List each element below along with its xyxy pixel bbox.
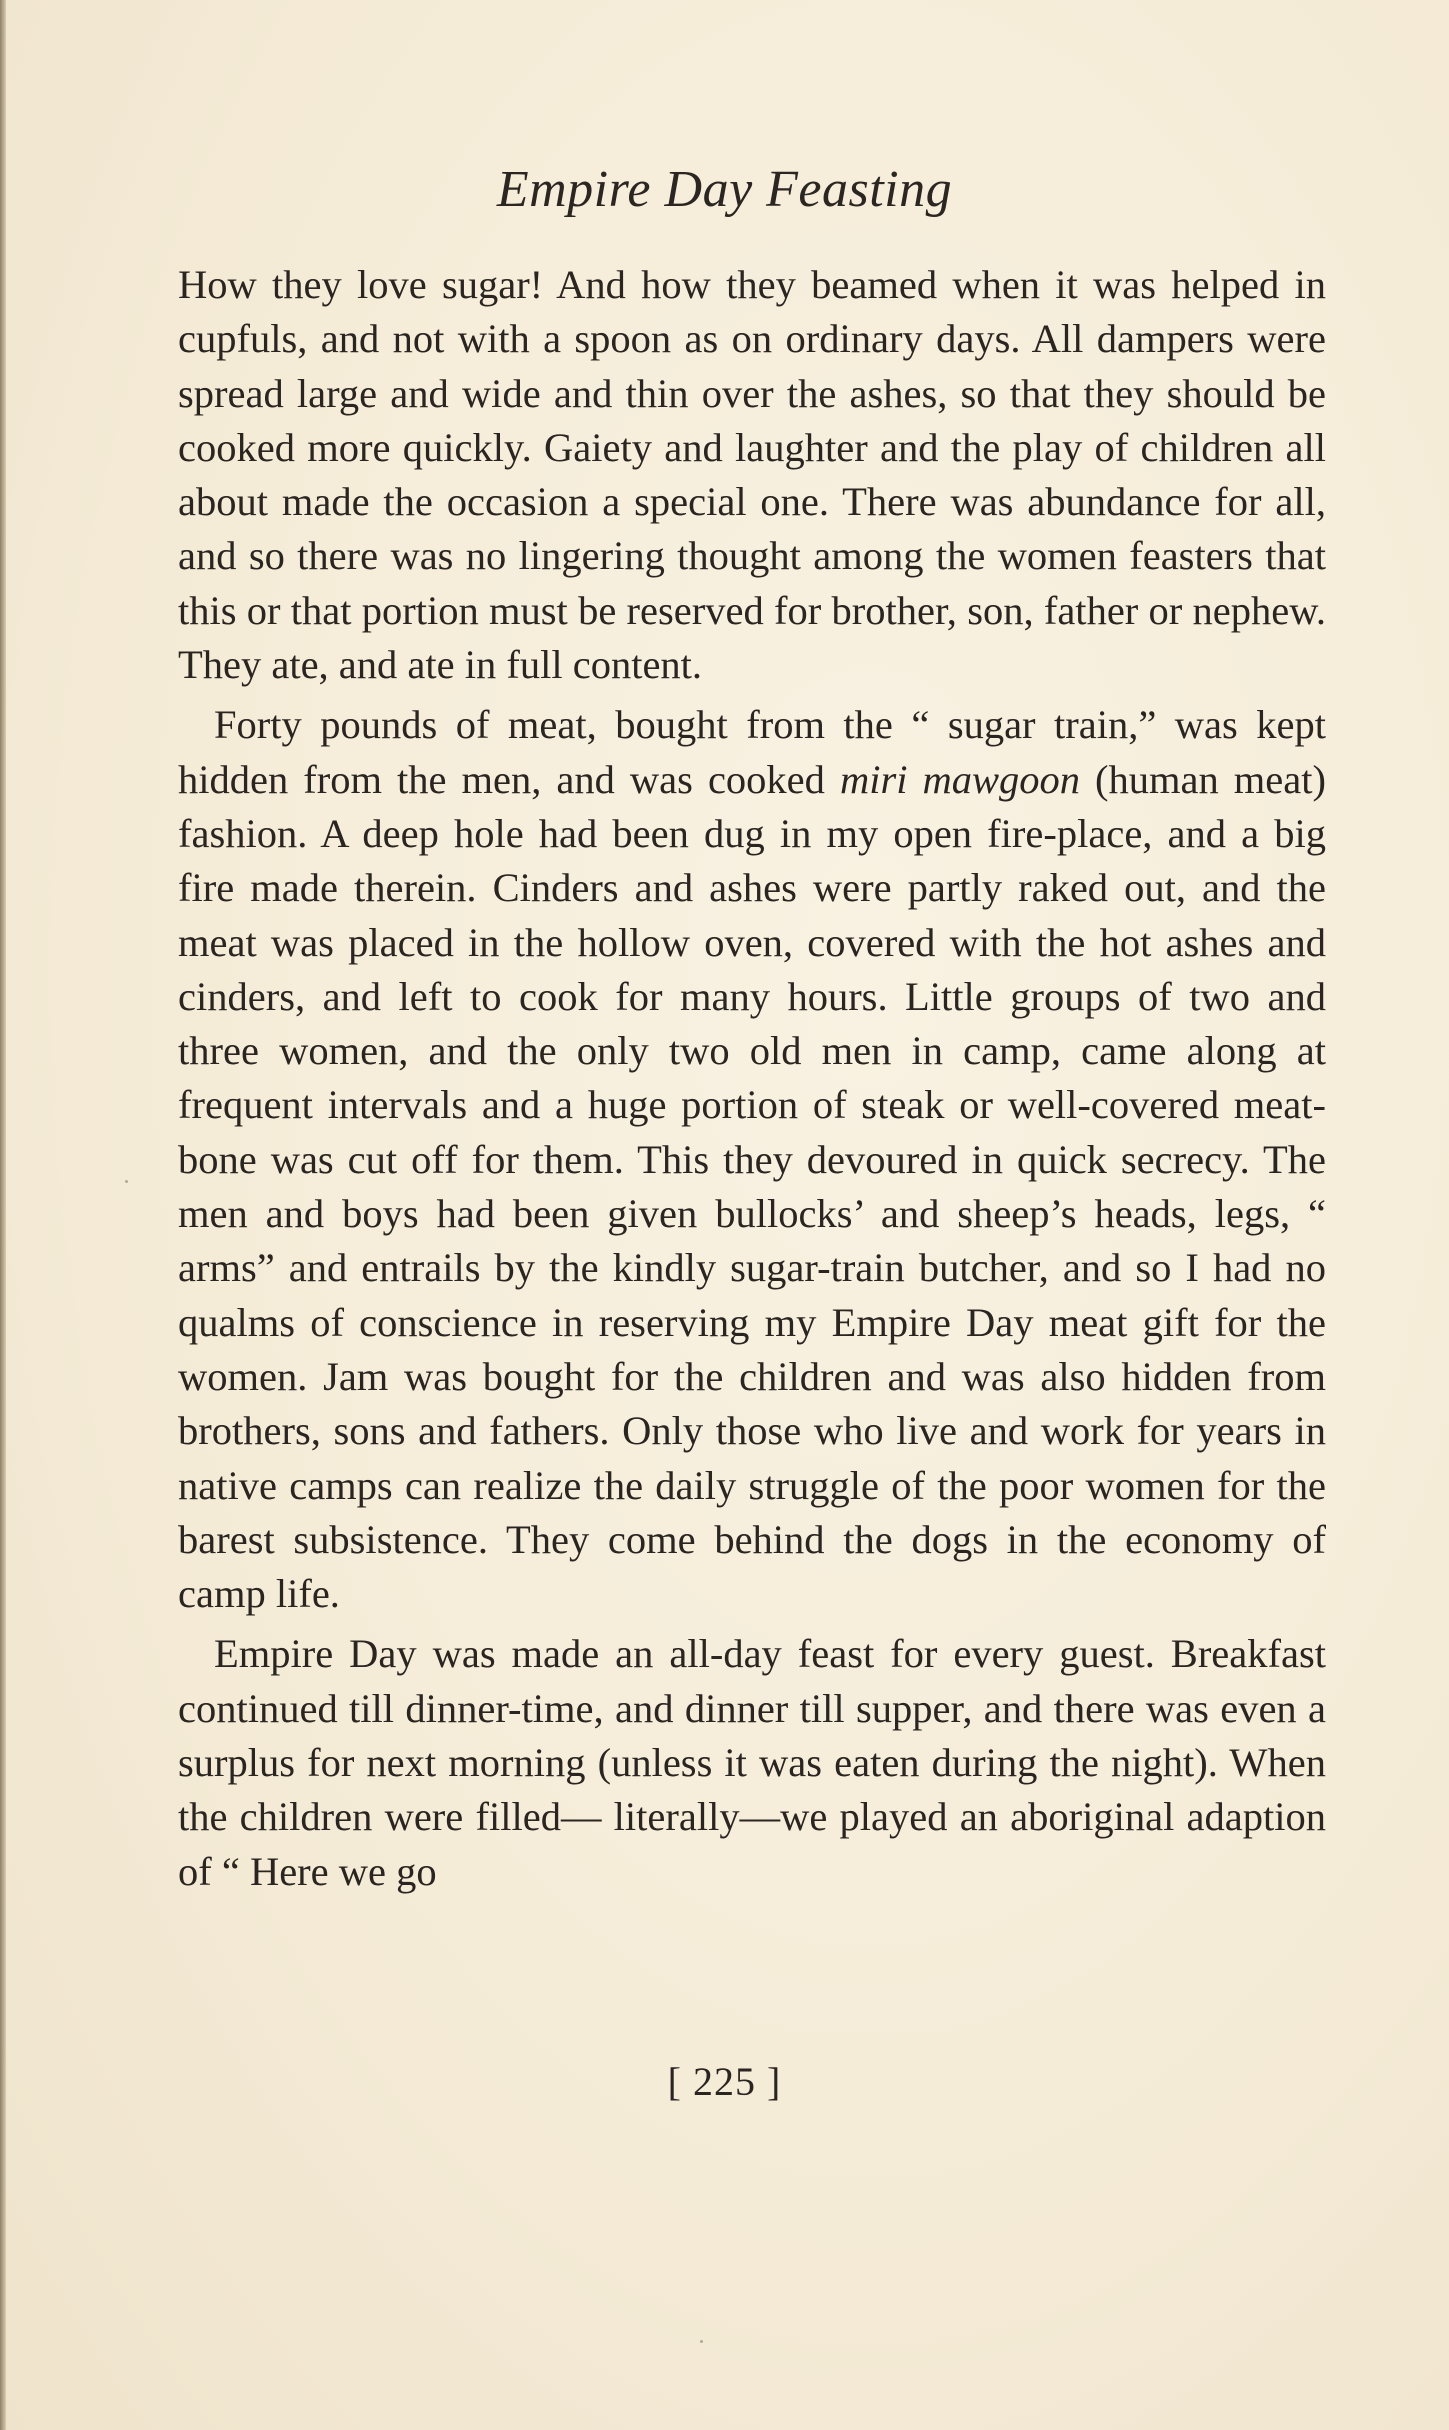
- paragraph-3: [178, 1627, 1326, 1898]
- paragraph-2-text-b: (human meat) fashion. A deep hole had been dug in my open fire-place, and a big fire made therein. Cinders and ashes were partly raked out, and the meat was placed in the hollow oven, covered with the hot ashes and cinders, and left to cook for many hours. Little groups of two and three women, and the only two old men in camp, came along at frequent intervals and a huge portion of steak or well-covered meat-bone was cut off for them. This they devoured in quick secrecy. The men and boys had been given bullocks’ and sheep’s heads, legs, “ arms” and entrails by the kindly sugar-train butcher, and so I had no qualms of conscience in reserving my Empire Day meat gift for the women. Jam was bought for the children and was also hidden from brothers, sons and fathers. Only those who live and work for years in native camps can realize the daily struggle of the poor women for the barest subsistence. They come behind the dogs in the economy of camp life.: [178, 756, 1326, 1617]
- page-number: [ 225 ]: [667, 2059, 782, 2104]
- paragraph-2: [178, 698, 1326, 1621]
- paper-speck: [700, 2340, 703, 2343]
- running-head: Empire Day Feasting: [496, 161, 953, 218]
- paragraph-2-text-a: Forty pounds of meat, bought from the “ sugar train,” was kept hidden from the men, and was cooked: [178, 702, 1326, 802]
- body-text: [178, 258, 1326, 1905]
- paragraph-3-text: Empire Day was made an all-day feast for every guest. Breakfast continued till dinner-time, and dinner till supper, and there was even a surplus for next morning (unless it was eaten during the night). When the children were filled— literally—we played an aboriginal adaption of “ Here we go: [178, 1631, 1326, 1894]
- paragraph-1: [178, 258, 1326, 692]
- italic-term-miri-mawgoon: miri mawgoon: [839, 756, 1081, 802]
- paragraph-1-text: How they love sugar! And how they beamed when it was helped in cupfuls, and not with a spoon as on ordinary days. All dampers were spread large and wide and thin over the ashes, so that they should be cooked more quickly. Gaiety and laughter and the play of children all about made the occasion a special one. There was abundance for all, and so there was no lingering thought among the women feasters that this or that portion must be reserved for brother, son, father or nephew. They ate, and ate in full content.: [178, 262, 1326, 688]
- paper-speck: [125, 1180, 128, 1183]
